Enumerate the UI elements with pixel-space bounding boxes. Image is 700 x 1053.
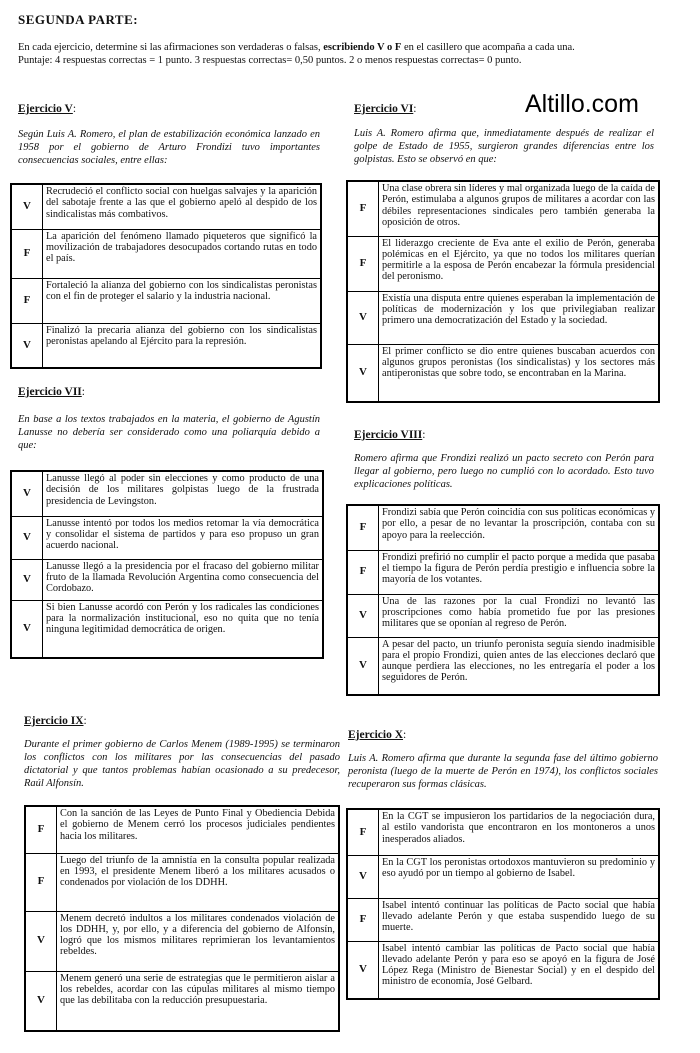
answer-cell[interactable]: V bbox=[347, 291, 379, 344]
table-row bbox=[347, 898, 659, 941]
exercise-8-intro: Romero afirma que Frondizi realizó un pacto secreto con Perón para llegar al gobierno, pero luego no cumplió con lo acordado. Esto tuvo explicaciones políticas. bbox=[354, 453, 654, 490]
answer-cell[interactable]: V bbox=[11, 559, 43, 600]
table-row bbox=[25, 911, 339, 971]
statement-cell: Con la sanción de las Leyes de Punto Final y Obediencia Debida el gobierno de Menem cerró los procesos judiciales pendientes hacia los militares. bbox=[57, 806, 340, 853]
statement-cell: Fortaleció la alianza del gobierno con los sindicalistas peronistas con el fin de proteger el salario y la industria nacional. bbox=[43, 278, 322, 323]
table-row bbox=[347, 941, 659, 999]
answer-cell[interactable]: F bbox=[347, 505, 379, 550]
table-row bbox=[25, 806, 339, 853]
table-row bbox=[347, 855, 659, 898]
table-row bbox=[11, 516, 323, 559]
page-title: SEGUNDA PARTE: bbox=[18, 12, 139, 27]
exercise-8-table bbox=[346, 504, 660, 696]
exercise-title: Ejercicio V bbox=[18, 103, 73, 115]
statement-cell: Isabel intentó cambiar las políticas de Pacto social que había llevado adelante Perón y para eso se apoyó en la figura de José López Rega (Ministro de Bienestar Social) y en el despido del ministro de economía, José Gelbard. bbox=[379, 941, 660, 999]
answer-cell[interactable]: F bbox=[11, 278, 43, 323]
instruction-text: En cada ejercicio, determine si las afirmaciones son verdaderas o falsas, bbox=[18, 42, 324, 53]
table-row bbox=[347, 594, 659, 637]
table-row bbox=[11, 323, 321, 368]
statement-cell: Lanusse llegó a la presidencia por el fracaso del gobierno militar fruto de la llamada Revolución Argentina como consecuencia del Cordobazo. bbox=[43, 559, 324, 600]
table-row bbox=[347, 344, 659, 402]
answer-cell[interactable]: V bbox=[347, 637, 379, 695]
exercise-6-intro: Luis A. Romero afirma que, inmediatamente después de realizar el golpe de Estado de 1955, surgieron grandes diferencias entre los golpistas. Esto se observó en que: bbox=[354, 128, 654, 165]
answer-cell[interactable]: F bbox=[347, 550, 379, 594]
table-row bbox=[347, 809, 659, 855]
exercise-9-heading: Ejercicio IX: bbox=[24, 715, 87, 727]
answer-cell[interactable]: F bbox=[347, 898, 379, 941]
answer-cell[interactable]: V bbox=[347, 855, 379, 898]
statement-cell: Lanusse llegó al poder sin elecciones y como producto de una decisión de los militares golpistas luego de la frustrada presidencia de Levingston. bbox=[43, 471, 324, 516]
answer-cell[interactable]: F bbox=[25, 853, 57, 911]
exercise-7-heading: Ejercicio VII: bbox=[18, 386, 85, 398]
exercise-7-intro: En base a los textos trabajados en la materia, el gobierno de Agustín Lanusse no debería ser considerado como una poliarquía debido a que: bbox=[18, 414, 320, 451]
table-row bbox=[11, 184, 321, 229]
table-row bbox=[11, 229, 321, 278]
table-row bbox=[347, 550, 659, 594]
answer-cell[interactable]: F bbox=[347, 236, 379, 291]
exercise-title: Ejercicio VIII bbox=[354, 429, 423, 441]
exercise-9-intro: Durante el primer gobierno de Carlos Menem (1989-1995) se terminaron los conflictos con los militares por las consecuencias del pasado dictatorial y que tantos problemas habían ocasionado a su predecesor, Raúl Alfonsín. bbox=[24, 739, 340, 789]
statement-cell: Si bien Lanusse acordó con Perón y los radicales las condiciones para la normalización institucional, eso no quita que no tenía ninguna legitimidad democrática de origen. bbox=[43, 600, 324, 658]
answer-cell[interactable]: V bbox=[11, 600, 43, 658]
exercise-10-heading: Ejercicio X: bbox=[348, 729, 407, 741]
table-row bbox=[347, 505, 659, 550]
exercise-title: Ejercicio VII bbox=[18, 386, 82, 398]
exercise-5-table bbox=[10, 183, 322, 369]
statement-cell: Finalizó la precaria alianza del gobierno con los sindicalistas peronistas apelando al Ejército para la represión. bbox=[43, 323, 322, 368]
statement-cell: Recrudeció el conflicto social con huelgas salvajes y la aparición del sabotaje frente a las que el gobierno apeló al despido de los sindicalistas más combativos. bbox=[43, 184, 322, 229]
table-row bbox=[11, 600, 323, 658]
exercise-6-heading: Ejercicio VI: bbox=[354, 103, 417, 115]
answer-cell[interactable]: V bbox=[11, 471, 43, 516]
statement-cell: Frondizi sabía que Perón coincidía con sus políticas económicas y por ello, a pesar de no levantar la proscripción, contaba con su apoyo para la reelección. bbox=[379, 505, 660, 550]
table-row bbox=[11, 278, 321, 323]
answer-cell[interactable]: V bbox=[347, 594, 379, 637]
instructions bbox=[18, 42, 678, 67]
answer-cell[interactable]: V bbox=[25, 971, 57, 1031]
watermark-logo: Altillo.com bbox=[525, 90, 639, 118]
answer-cell[interactable]: V bbox=[347, 941, 379, 999]
exercise-10-table bbox=[346, 808, 660, 1000]
answer-cell[interactable]: F bbox=[347, 181, 379, 236]
answer-cell[interactable]: V bbox=[25, 911, 57, 971]
table-row bbox=[347, 291, 659, 344]
answer-cell[interactable]: V bbox=[11, 516, 43, 559]
answer-cell[interactable]: F bbox=[25, 806, 57, 853]
answer-cell[interactable]: V bbox=[11, 323, 43, 368]
exercise-8-heading: Ejercicio VIII: bbox=[354, 429, 426, 441]
statement-cell: Lanusse intentó por todos los medios retomar la vía democrática y consolidar el sistema de partidos y para eso propuso un gran acuerdo nacional. bbox=[43, 516, 324, 559]
answer-cell[interactable]: V bbox=[347, 344, 379, 402]
statement-cell: En la CGT los peronistas ortodoxos mantuvieron su predominio y eso ayudó por un tiempo al gobierno de Isabel. bbox=[379, 855, 660, 898]
table-row bbox=[347, 637, 659, 695]
statement-cell: En la CGT se impusieron los partidarios de la negociación dura, al estilo vandorista que encontraron en los montoneros a unos inesperados aliados. bbox=[379, 809, 660, 855]
exercise-5-heading: Ejercicio V: bbox=[18, 103, 77, 115]
statement-cell: El primer conflicto se dio entre quienes buscaban acuerdos con algunos grupos peronistas (los sindicalistas) y los sectores más antiperonistas que sobre todo, se encontraban en la Marina. bbox=[379, 344, 660, 402]
exercise-6-table bbox=[346, 180, 660, 403]
exercise-9-table bbox=[24, 805, 340, 1032]
statement-cell: Una clase obrera sin líderes y mal organizada luego de la caída de Perón, estimulaba a algunos grupos de militares a acordar con las débiles representaciones sindicales pero también generaba la oposición de otros. bbox=[379, 181, 660, 236]
exercise-10-intro: Luis A. Romero afirma que durante la segunda fase del último gobierno peronista (luego de la muerte de Perón en 1974), los conflictos sociales recuperaron sus formas clásicas. bbox=[348, 753, 658, 790]
statement-cell: Menem generó una serie de estrategias que le permitieron aislar a los rebeldes, acordar con las cúpulas militares al mismo tiempo que las debilitaba con la reducción presupuestaria. bbox=[57, 971, 340, 1031]
statement-cell: Frondizi prefirió no cumplir el pacto porque a medida que pasaba el tiempo la figura de Perón perdía prestigio e influencia sobre la mayoría de los votantes. bbox=[379, 550, 660, 594]
statement-cell: Una de las razones por la cual Frondizi no levantó las proscripciones como había prometido fue por las presiones militares que se oponían al regreso de Perón. bbox=[379, 594, 660, 637]
instruction-emphasis: escribiendo V o F bbox=[323, 42, 402, 53]
statement-cell: A pesar del pacto, un triunfo peronista seguía siendo inadmisible para el propio Frondizi, quien antes de las elecciones declaró que aunque perdiera las elecciones, no les entregaría el poder a los seguidores de Perón. bbox=[379, 637, 660, 695]
instruction-text-end: en el casillero que acompaña a cada una. bbox=[401, 42, 575, 53]
statement-cell: Isabel intentó continuar las políticas de Pacto social que había llevado adelante Perón y que estaba suspendido luego de su muerte. bbox=[379, 898, 660, 941]
table-row bbox=[25, 971, 339, 1031]
exercise-title: Ejercicio IX bbox=[24, 715, 84, 727]
exercise-title: Ejercicio X bbox=[348, 729, 404, 741]
answer-cell[interactable]: F bbox=[347, 809, 379, 855]
exercise-7-table bbox=[10, 470, 324, 659]
table-row bbox=[347, 181, 659, 236]
statement-cell: Existía una disputa entre quienes esperaban la implementación de políticas de modernización y los que privilegiaban realizar primero una democratización del Estado y la sociedad. bbox=[379, 291, 660, 344]
answer-cell[interactable]: V bbox=[11, 184, 43, 229]
statement-cell: Menem decretó indultos a los militares condenados violación de los DDHH, y, por ello, y a diferencia del gobierno de Alfonsín, logró que los mismos militares reprimieran los levantamientos rebeldes. bbox=[57, 911, 340, 971]
statement-cell: La aparición del fenómeno llamado piqueteros que significó la movilización de trabajadores desocupados cortando rutas en todo el país. bbox=[43, 229, 322, 278]
exercise-title: Ejercicio VI bbox=[354, 103, 414, 115]
statement-cell: El liderazgo creciente de Eva ante el exilio de Perón, generaba polémicas en el Ejército, ya que no todos los militares querían permitirle a la esposa de Perón encabezar la fórmula presidencial del peronismo. bbox=[379, 236, 660, 291]
table-row bbox=[25, 853, 339, 911]
answer-cell[interactable]: F bbox=[11, 229, 43, 278]
scoring-text: Puntaje: 4 respuestas correctas = 1 punto. 3 respuestas correctas= 0,50 puntos. 2 o menos respuestas correctas= 0 punto. bbox=[18, 54, 522, 66]
statement-cell: Luego del triunfo de la amnistía en la consulta popular realizada en 1993, el presidente Menem liberó a los militares acusados o condenados por violación de los DDHH. bbox=[57, 853, 340, 911]
table-row bbox=[347, 236, 659, 291]
table-row bbox=[11, 559, 323, 600]
table-row bbox=[11, 471, 323, 516]
exercise-5-intro: Según Luis A. Romero, el plan de estabilización económica lanzado en 1958 por el gobierno de Arturo Frondizi tuvo importantes consecuencias sociales, entre ellas: bbox=[18, 129, 320, 166]
